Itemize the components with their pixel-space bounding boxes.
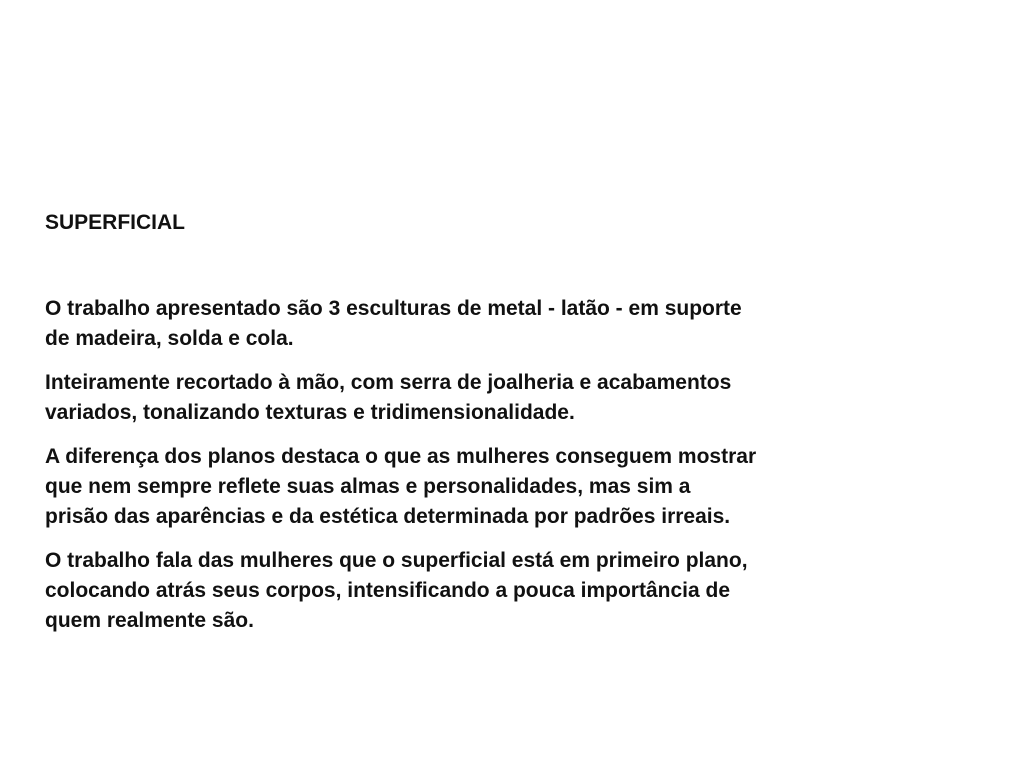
body-paragraph-1: O trabalho apresentado são 3 esculturas de metal - latão - em suporte de madeira, solda e cola. [45,297,742,350]
slide-content [45,208,885,650]
body-paragraph-2: Inteiramente recortado à mão, com serra de joalheria e acabamentos variados, tonalizando texturas e tridimensionalidade. [45,371,732,424]
slide-title: SUPERFICIAL [45,211,186,234]
slide-body [45,294,885,636]
body-paragraph-4: O trabalho fala das mulheres que o superficial está em primeiro plano, colocando atrás seus corpos, intensificando a pouca importância de quem realmente são. [45,549,748,632]
body-paragraph-3: A diferença dos planos destaca o que as mulheres conseguem mostrar que nem sempre reflete suas almas e personalidades, mas sim a prisão das aparências e da estética determinada por padrões irreais. [45,445,757,528]
